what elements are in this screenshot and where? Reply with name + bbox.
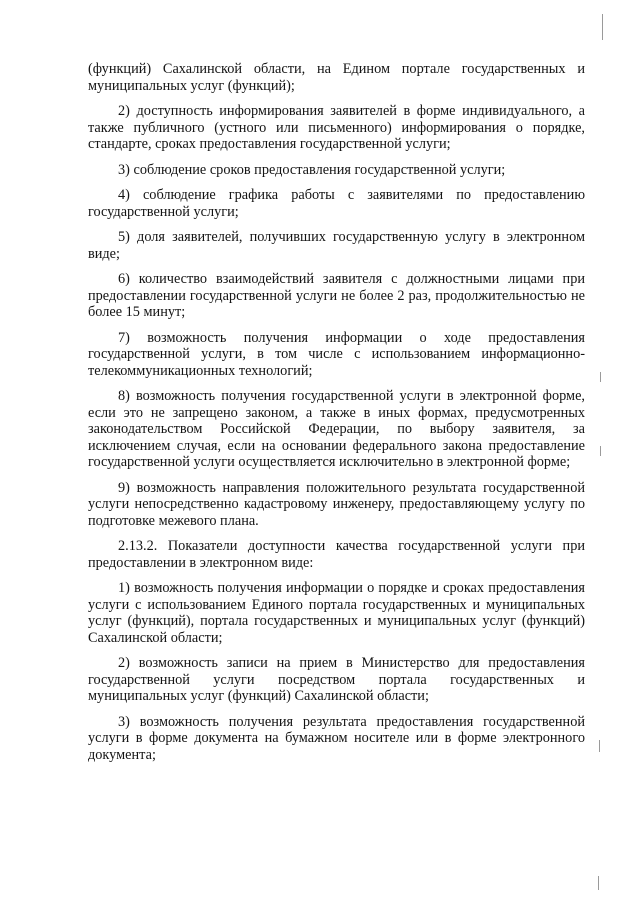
paragraph-item-7: 7) возможность получения информации о ходе предоставления государственной услуги, в том числе с использованием информационно-телекоммуникационных технологий;	[88, 329, 585, 379]
document-body	[88, 61, 585, 772]
paragraph-item-5: 5) доля заявителей, получивших государственную услугу в электронном виде;	[88, 229, 585, 262]
scan-artifact-middle-2	[600, 446, 601, 456]
paragraph-item-8: 8) возможность получения государственной услуги в электронной форме, если это не запрещено законом, а также в иных формах, предусмотренных законодательством Российской Федерации, по выбору заявителя, за исключением случая, если на основании федерального закона предоставление государственной услуги осуществляется исключительно в электронной форме;	[88, 388, 585, 470]
paragraph-item-2: 2) доступность информирования заявителей в форме индивидуального, а также публичного (устного или письменного) информирования о порядке, стандарте, сроках предоставления государственной услуги;	[88, 103, 585, 152]
scan-artifact-lower	[599, 740, 600, 752]
paragraph-item-4: 4) соблюдение графика работы с заявителями по предоставлению государственной услуги;	[88, 187, 585, 220]
paragraph-item-9: 9) возможность направления положительного результата государственной услуги непосредственно кадастровому инженеру, предоставляющему услугу по подготовке межевого плана.	[88, 479, 585, 529]
paragraph-item-3: 3) соблюдение сроков предоставления государственной услуги;	[118, 161, 506, 178]
paragraph-electronic-2: 2) возможность записи на прием в Министерство для предоставления государственной услуги посредством портала государственных и муниципальных услуг (функций) Сахалинской области;	[88, 655, 585, 704]
scan-artifact-bottom	[598, 876, 599, 890]
section-2-13-2-heading: 2.13.2. Показатели доступности качества государственной услуги при предоставлении в электронном виде:	[88, 538, 585, 571]
paragraph-electronic-1: 1) возможность получения информации о порядке и сроках предоставления услуги с использованием Единого портала государственных и муниципальных услуг (функций), портала государственных и муниципальных услуг (функций) Сахалинской области;	[88, 580, 585, 646]
paragraph-item-6: 6) количество взаимодействий заявителя с должностными лицами при предоставлении государственной услуги не более 2 раз, продолжительностью не более 15 минут;	[88, 271, 585, 320]
paragraph-electronic-3: 3) возможность получения результата предоставления государственной услуги в форме документа на бумажном носителе или в форме электронного документа;	[88, 713, 585, 763]
scan-artifact-top	[602, 14, 603, 40]
scan-artifact-middle	[600, 372, 601, 382]
paragraph-continuation: (функций) Сахалинской области, на Едином портале государственных и муниципальных услуг (функций);	[88, 61, 585, 94]
